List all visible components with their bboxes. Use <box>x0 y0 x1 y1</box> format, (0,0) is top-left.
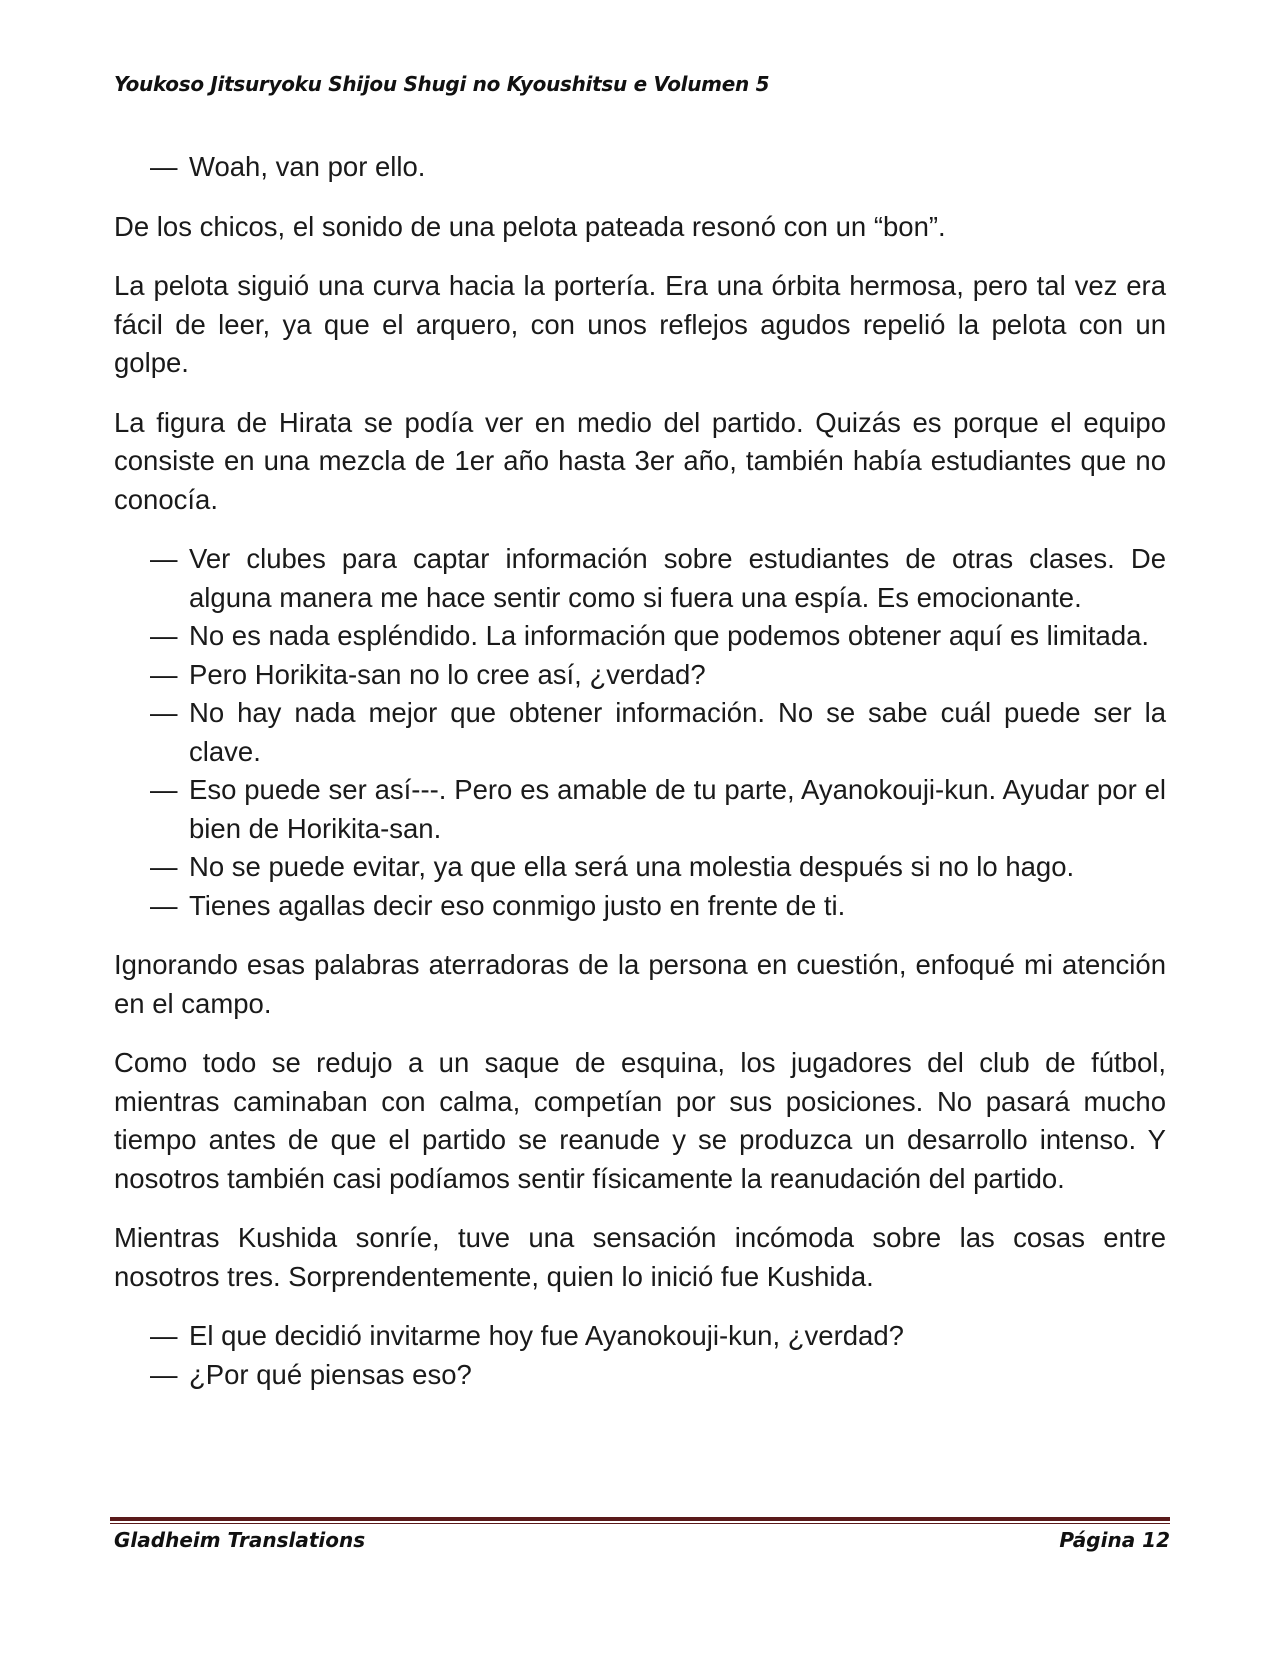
dialogue-text: No es nada espléndido. La información que podemos obtener aquí es limitada. <box>189 620 1150 651</box>
dialogue-dash: — <box>150 851 178 882</box>
dialogue-line <box>114 656 1166 695</box>
paragraph: Como todo se redujo a un saque de esquina, los jugadores del club de fútbol, mientras caminaban con calma, competían por sus posiciones. No pasará mucho tiempo antes de que el partido se reanude y se produzca un desarrollo intenso. Y nosotros también casi podíamos sentir físicamente la reanudación del partido. <box>114 1047 1166 1194</box>
dialogue-dash: — <box>150 889 178 921</box>
dialogue-block <box>114 148 1166 187</box>
paragraph: De los chicos, el sonido de una pelota pateada resonó con un “bon”. <box>114 210 946 242</box>
dialogue-text: ¿Por qué piensas eso? <box>189 1358 472 1390</box>
dialogue-text: No se puede evitar, ya que ella será una molestia después si no lo hago. <box>189 851 1075 882</box>
footer-rule <box>110 1517 1170 1521</box>
body-text <box>114 148 1166 1415</box>
dialogue-line <box>114 771 1166 848</box>
dialogue-dash: — <box>150 1358 178 1390</box>
dialogue-line <box>114 1356 1166 1395</box>
running-header: Youkoso Jitsuryoku Shijou Shugi no Kyoushitsu e Volumen 5 <box>114 72 770 96</box>
dialogue-line <box>114 887 1166 926</box>
paragraph: La pelota siguió una curva hacia la portería. Era una órbita hermosa, pero tal vez era fácil de leer, ya que el arquero, con unos reflejos agudos repelió la pelota con un golpe. <box>114 270 1166 378</box>
dialogue-dash: — <box>150 697 178 728</box>
dialogue-dash: — <box>150 1320 178 1351</box>
dialogue-line <box>114 148 1166 187</box>
dialogue-dash: — <box>150 774 178 805</box>
dialogue-text: Woah, van por ello. <box>189 151 426 182</box>
dialogue-block <box>114 1317 1166 1394</box>
dialogue-text: Eso puede ser así---. Pero es amable de tu parte, Ayanokouji-kun. Ayudar por el bien de Horikita-san. <box>189 774 1166 844</box>
dialogue-dash: — <box>150 151 178 182</box>
dialogue-text: Pero Horikita-san no lo cree así, ¿verdad? <box>189 658 706 690</box>
paragraph: La figura de Hirata se podía ver en medio del partido. Quizás es porque el equipo consiste en una mezcla de 1er año hasta 3er año, también había estudiantes que no conocía. <box>114 406 1166 515</box>
dialogue-dash: — <box>150 658 178 690</box>
dialogue-line <box>114 848 1166 887</box>
paragraph: Ignorando esas palabras aterradoras de la persona en cuestión, enfoqué mi atención en el campo. <box>114 949 1166 1019</box>
footer-publisher: Gladheim Translations <box>114 1528 366 1552</box>
dialogue-text: Tienes agallas decir eso conmigo justo en frente de ti. <box>189 889 846 921</box>
footer-rule-thin <box>110 1523 1170 1524</box>
dialogue-line <box>114 694 1166 771</box>
paragraph: Mientras Kushida sonríe, tuve una sensación incómoda sobre las cosas entre nosotros tres. Sorprendentemente, quien lo inició fue Kushida. <box>114 1222 1166 1292</box>
dialogue-text: Ver clubes para captar información sobre estudiantes de otras clases. De alguna manera me hace sentir como si fuera una espía. Es emocionante. <box>189 543 1166 613</box>
dialogue-line <box>114 1317 1166 1356</box>
dialogue-text: El que decidió invitarme hoy fue Ayanokouji-kun, ¿verdad? <box>189 1320 904 1351</box>
dialogue-dash: — <box>150 543 178 574</box>
dialogue-line <box>114 540 1166 617</box>
dialogue-dash: — <box>150 620 178 651</box>
footer-page-number: Página 12 <box>1059 1528 1170 1552</box>
dialogue-line <box>114 617 1166 656</box>
dialogue-text: No hay nada mejor que obtener información. No se sabe cuál puede ser la clave. <box>189 697 1166 767</box>
dialogue-block <box>114 540 1166 925</box>
